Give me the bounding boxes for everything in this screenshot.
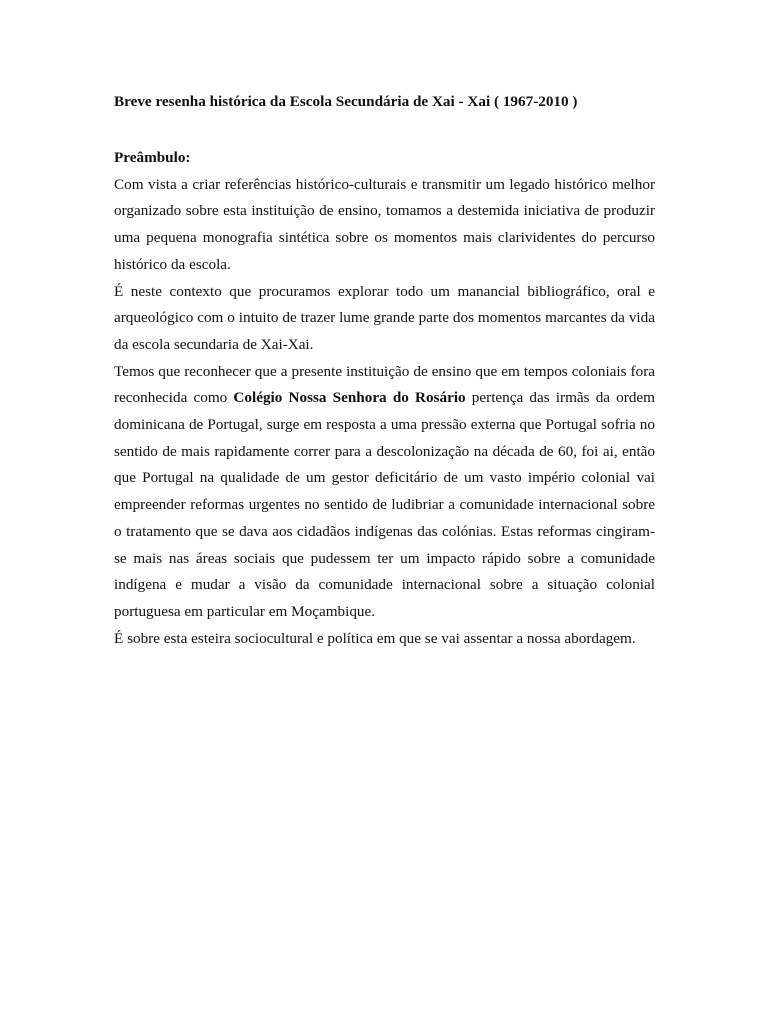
section-heading: Preâmbulo: (114, 149, 191, 166)
paragraph-3-text-end: pertença das irmãs da ordem dominicana de Portugal, surge em resposta a uma pressão externa que Portugal sofria no sentido de mais rapidamente correr para a descolonização na década de 60, foi ai, então que Portugal na qualidade de um gestor deficitário de um vasto império colonial vai empreender reformas urgentes no sentido de ludibriar a comunidade internacional sobre o tratamento que se dava aos cidadãos indígenas das colónias. Estas reformas cingiram-se mais nas áreas sociais que pudessem ter um impacto rápido sobre a comunidade indígena e mudar a visão da comunidade internacional sobre a situação colonial portuguesa em particular em Moçambique. (114, 389, 655, 620)
paragraph-4: É sobre esta esteira sociocultural e política em que se vai assentar a nossa abordagem. (114, 629, 636, 647)
document-page (114, 92, 655, 652)
school-name-bold: Colégio Nossa Senhora do Rosário (233, 389, 466, 407)
document-title: Breve resenha histórica da Escola Secundária de Xai - Xai ( 1967-2010 ) (114, 93, 578, 110)
paragraph-2: É neste contexto que procuramos explorar todo um manancial bibliográfico, oral e arqueológico com o intuito de trazer lume grande parte dos momentos marcantes da vida da escola secundaria de Xai-Xai. (114, 282, 655, 353)
paragraph-3-text-start: Temos que reconhecer que a presente instituição de ensino que em tempos coloniais fora reconhecida como (114, 362, 655, 407)
paragraph-3 (114, 359, 655, 626)
paragraph-1: Com vista a criar referências histórico-culturais e transmitir um legado histórico melhor organizado sobre esta instituição de ensino, tomamos a destemida iniciativa de produzir uma pequena monografia sintética sobre os momentos mais clarividentes do percurso histórico da escola. (114, 175, 655, 273)
